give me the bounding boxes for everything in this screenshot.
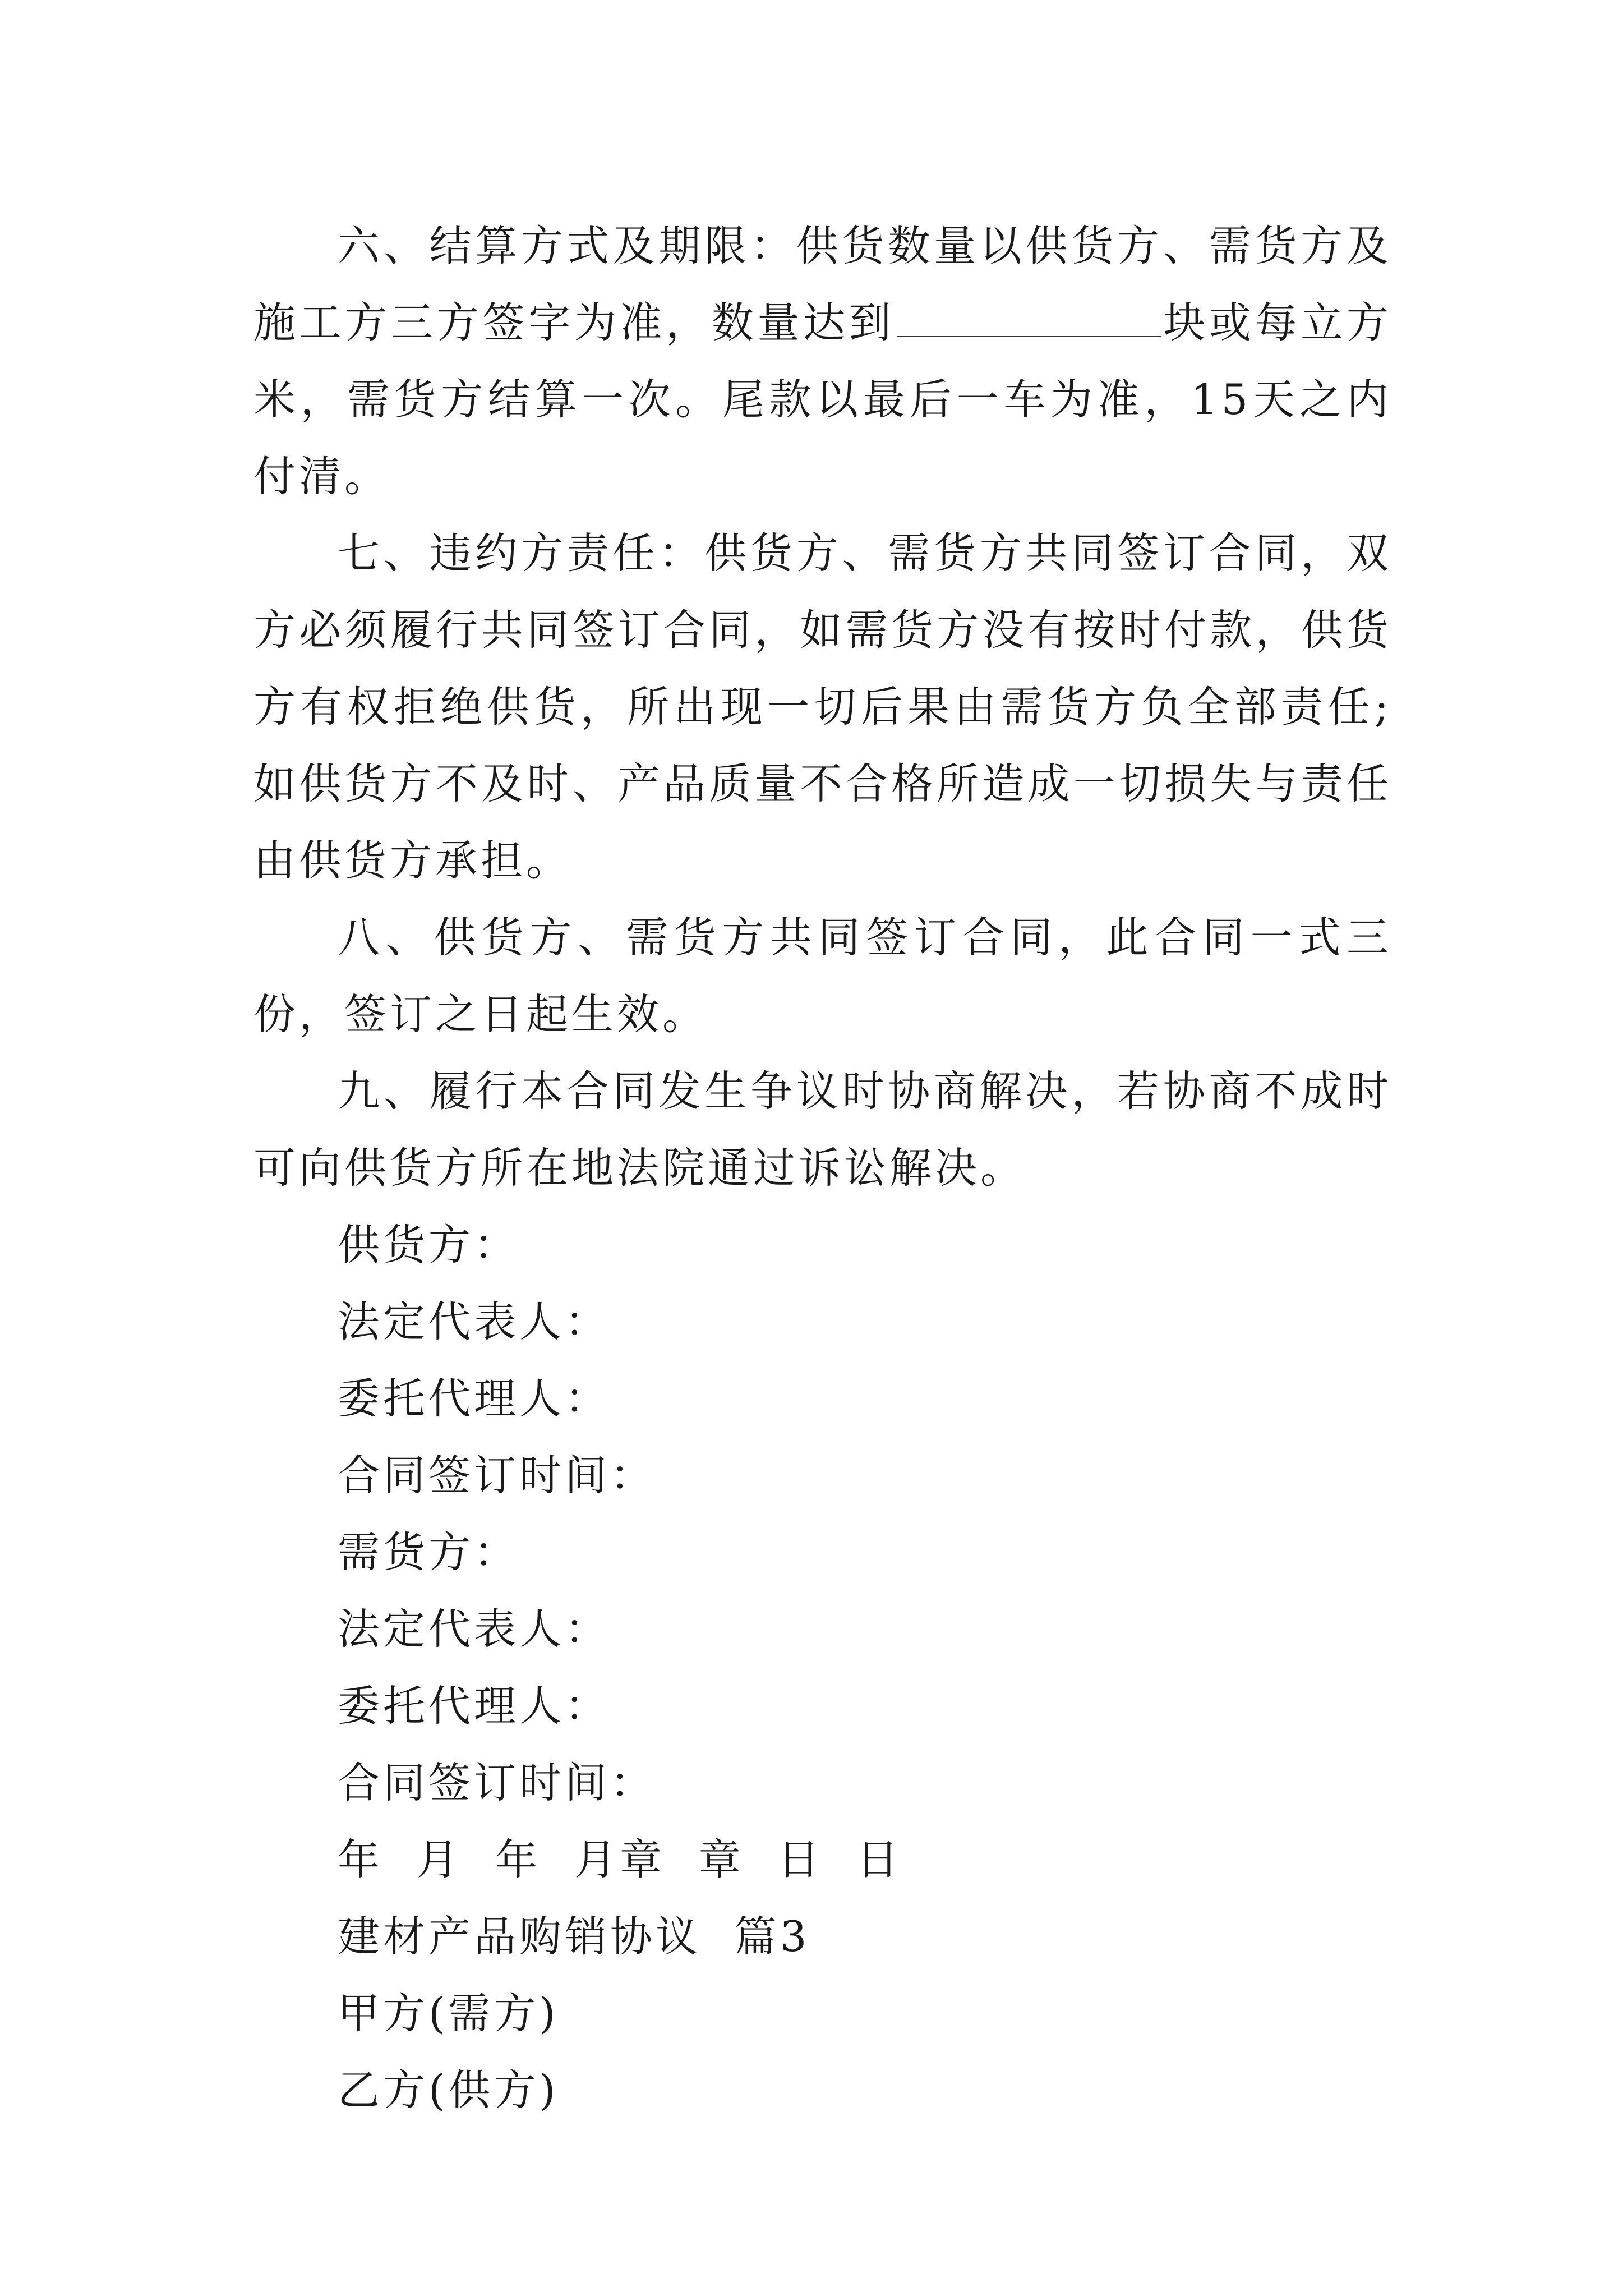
buyer-party-label: 需货方： [338,1527,520,1577]
supplier-legal-rep-label: 法定代表人： [338,1297,611,1346]
clause-settlement [253,208,1392,515]
clause-dispute: 九、履行本合同发生争议时协商解决，若协商不成时可向供货方所在地法院通过诉讼解决。 [253,1066,1392,1193]
party-a-label: 甲方(需方) [338,1989,559,2038]
clause-effective: 八、供货方、需货方共同签订合同，此合同一式三份，签订之日起生效。 [253,913,1392,1039]
quantity-blank-field [897,302,1161,337]
buyer-legal-rep-label: 法定代表人： [338,1604,611,1654]
party-b-label: 乙方(供方) [338,2065,559,2115]
clause-settlement-text-2: 块或每立方米，需货方结算一次。尾款以最后一车为准，15天之内付清。 [253,298,1392,501]
clause-breach: 七、违约方责任：供货方、需货方共同签订合同，双方必须履行共同签订合同，如需货方没有按时付款，供货方有权拒绝供货，所出现一切后果由需货方负全部责任;如供货方不及时、产品质量不合格所造成一切损失与责任由供货方承担。 [253,528,1392,885]
supplier-agent-label: 委托代理人： [338,1374,611,1423]
document-body [253,208,1392,2129]
buyer-sign-time-label: 合同签订时间： [338,1758,656,1807]
supplier-party-label: 供货方： [338,1220,520,1269]
clause-settlement-text-1: 六、结算方式及期限：供货数量以供货方、需货方及施工方三方签字为准，数量达到 [253,221,1392,347]
section-title: 建材产品购销协议 篇3 [338,1912,810,1961]
supplier-sign-time-label: 合同签订时间： [338,1451,656,1500]
date-placeholder-line: 年 月 年 月章 章 日 日 [338,1835,902,1884]
buyer-agent-label: 委托代理人： [338,1681,611,1731]
